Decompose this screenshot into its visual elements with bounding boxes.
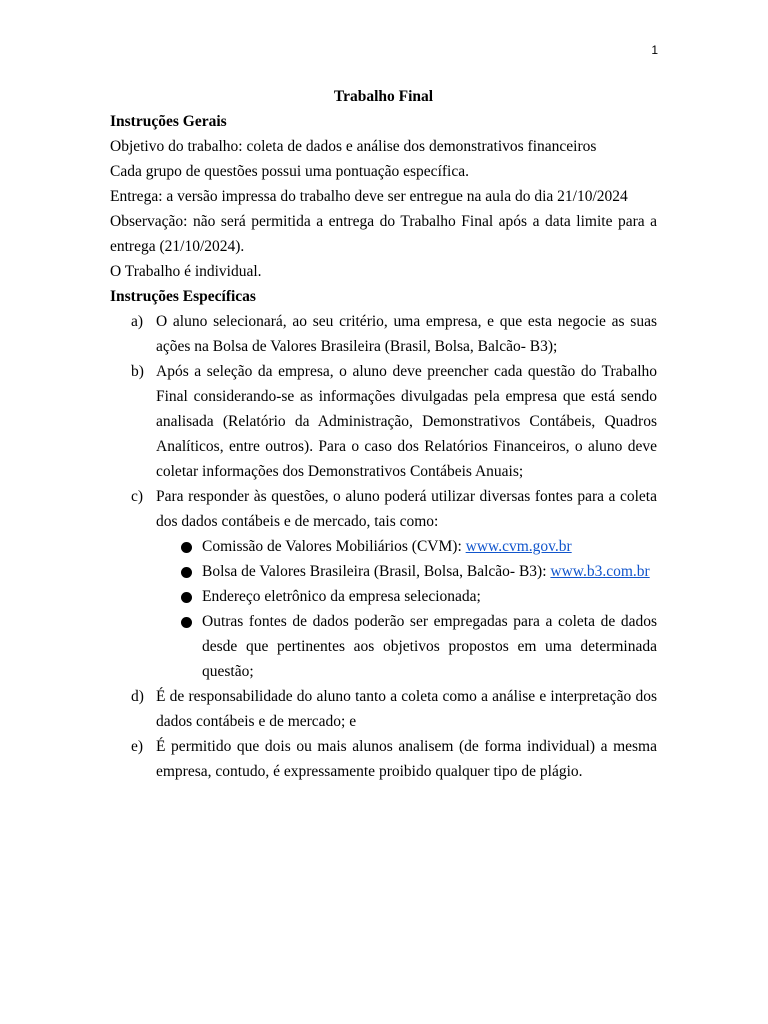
list-item-c xyxy=(110,484,657,684)
list-item-a xyxy=(110,309,657,359)
observation-text: Observação: não será permitida a entrega do Trabalho Final após a data limite para a entrega (21/10/2024). xyxy=(110,213,657,255)
list-marker: b) xyxy=(131,363,144,380)
list-item-text: É permitido que dois ou mais alunos analisem (de forma individual) a mesma empresa, contudo, é expressamente proibido qualquer tipo de plágio. xyxy=(156,738,657,780)
scoring-text: Cada grupo de questões possui uma pontuação específica. xyxy=(110,163,469,180)
document-body xyxy=(110,84,657,784)
bullet-icon xyxy=(181,567,192,578)
page-number: 1 xyxy=(651,43,658,57)
source-item-company-site xyxy=(156,584,657,609)
source-text: Comissão de Valores Mobiliários (CVM): xyxy=(202,538,466,555)
b3-link[interactable]: www.b3.com.br xyxy=(550,563,650,580)
data-sources-list xyxy=(156,534,657,684)
source-item-other xyxy=(156,609,657,684)
bullet-icon xyxy=(181,542,192,553)
list-marker: e) xyxy=(131,738,144,755)
document-title: Trabalho Final xyxy=(333,88,434,105)
cvm-link[interactable]: www.cvm.gov.br xyxy=(465,538,572,555)
general-instructions-heading: Instruções Gerais xyxy=(110,113,227,130)
source-text: Endereço eletrônico da empresa selecionada; xyxy=(202,588,481,605)
bullet-icon xyxy=(181,592,192,603)
list-item-e xyxy=(110,734,657,784)
list-marker: a) xyxy=(131,313,144,330)
list-item-b xyxy=(110,359,657,484)
specific-instructions-heading: Instruções Específicas xyxy=(110,288,256,305)
source-text: Outras fontes de dados poderão ser empregadas para a coleta de dados desde que pertinentes aos objetivos propostos em uma determinada questão; xyxy=(202,613,657,680)
objective-text: Objetivo do trabalho: coleta de dados e análise dos demonstrativos financeiros xyxy=(110,138,597,155)
source-text: Bolsa de Valores Brasileira (Brasil, Bolsa, Balcão- B3): xyxy=(202,563,551,580)
list-marker: d) xyxy=(131,688,144,705)
delivery-text: Entrega: a versão impressa do trabalho deve ser entregue na aula do dia 21/10/2024 xyxy=(110,188,628,205)
list-item-d xyxy=(110,684,657,734)
source-item-b3 xyxy=(156,559,657,584)
list-item-text: É de responsabilidade do aluno tanto a coleta como a análise e interpretação dos dados contábeis e de mercado; e xyxy=(156,688,657,730)
list-item-text: Para responder às questões, o aluno poderá utilizar diversas fontes para a coleta dos dados contábeis e de mercado, tais como: xyxy=(156,488,657,530)
list-item-text: Após a seleção da empresa, o aluno deve preencher cada questão do Trabalho Final considerando-se as informações divulgadas pela empresa que está sendo analisada (Relatório da Administração, Demonstrativos Contábeis, Quadros Analíticos, entre outros). Para o caso dos Relatórios Financeiros, o aluno deve coletar informações dos Demonstrativos Contábeis Anuais; xyxy=(156,363,657,480)
source-item-cvm xyxy=(156,534,657,559)
bullet-icon xyxy=(181,617,192,628)
list-item-text: O aluno selecionará, ao seu critério, uma empresa, e que esta negocie as suas ações na Bolsa de Valores Brasileira (Brasil, Bolsa, Balcão- B3); xyxy=(156,313,657,355)
specific-instructions-list xyxy=(110,309,657,784)
individual-text: O Trabalho é individual. xyxy=(110,263,262,280)
list-marker: c) xyxy=(131,488,144,505)
